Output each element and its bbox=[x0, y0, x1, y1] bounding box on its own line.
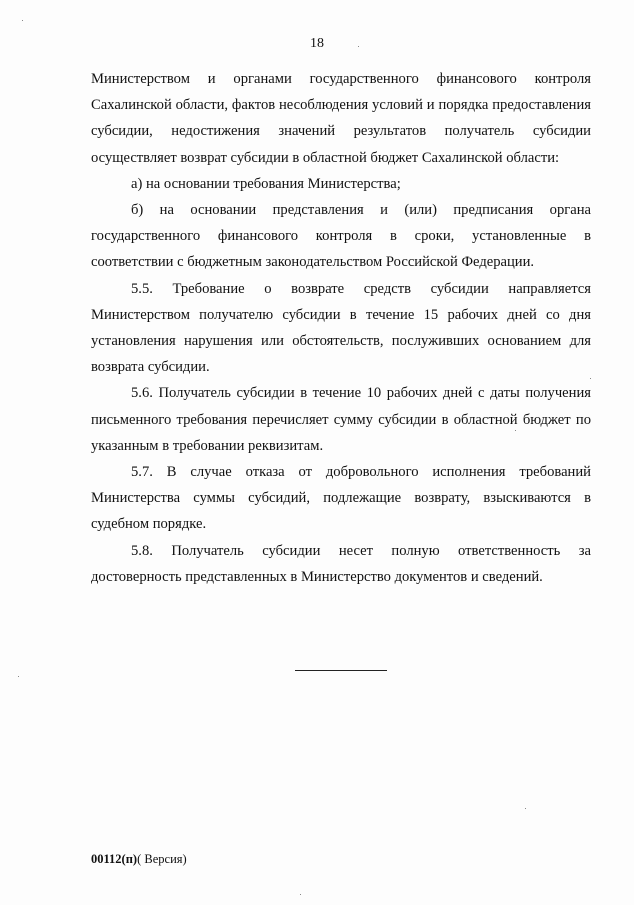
paragraph-5-8: 5.8. Получатель субсидии несет полную ответственность за достоверность представленных в Министерство документов и сведений. bbox=[91, 542, 591, 585]
scan-speck bbox=[300, 894, 301, 895]
document-footer-code bbox=[91, 852, 187, 867]
paragraph-item-b: б) на основании представления и (или) предписания органа государственного финансового контроля в сроки, установленные в соответствии с бюджетным законодательством Российской Федерации. bbox=[91, 202, 591, 271]
scan-speck bbox=[22, 20, 23, 21]
scan-speck bbox=[525, 808, 526, 809]
footer-code-version: ( Версия) bbox=[137, 852, 187, 866]
document-body bbox=[91, 66, 591, 590]
paragraph-5-6: 5.6. Получатель субсидии в течение 10 рабочих дней с даты получения письменного требования перечисляет сумму субсидии в областной бюджет по указанным в требовании реквизитам. bbox=[91, 385, 591, 454]
paragraph-5-5: 5.5. Требование о возврате средств субсидии направляется Министерством получателю субсидии в течение 15 рабочих дней со дня установления нарушения или обстоятельств, послуживших основанием для возврата субсидии. bbox=[91, 280, 591, 376]
paragraph-continuation: Министерством и органами государственного финансового контроля Сахалинской области, фактов несоблюдения условий и порядка предоставления субсидии, недостижения значений результатов получатель субсидии осуществляет возврат субсидии в областной бюджет Сахалинской области: bbox=[91, 71, 591, 166]
page-number: 18 bbox=[310, 36, 324, 51]
paragraph-5-7: 5.7. В случае отказа от добровольного исполнения требований Министерства суммы субсидий, подлежащие возврату, взыскиваются в судебном порядке. bbox=[91, 464, 591, 533]
scan-speck bbox=[18, 676, 19, 677]
end-divider-line bbox=[295, 670, 387, 671]
scan-speck bbox=[358, 46, 359, 47]
scan-speck bbox=[515, 430, 516, 431]
paragraph-item-a: а) на основании требования Министерства; bbox=[131, 175, 401, 192]
footer-code-number: 00112(п) bbox=[91, 852, 138, 866]
scan-speck bbox=[590, 378, 591, 379]
